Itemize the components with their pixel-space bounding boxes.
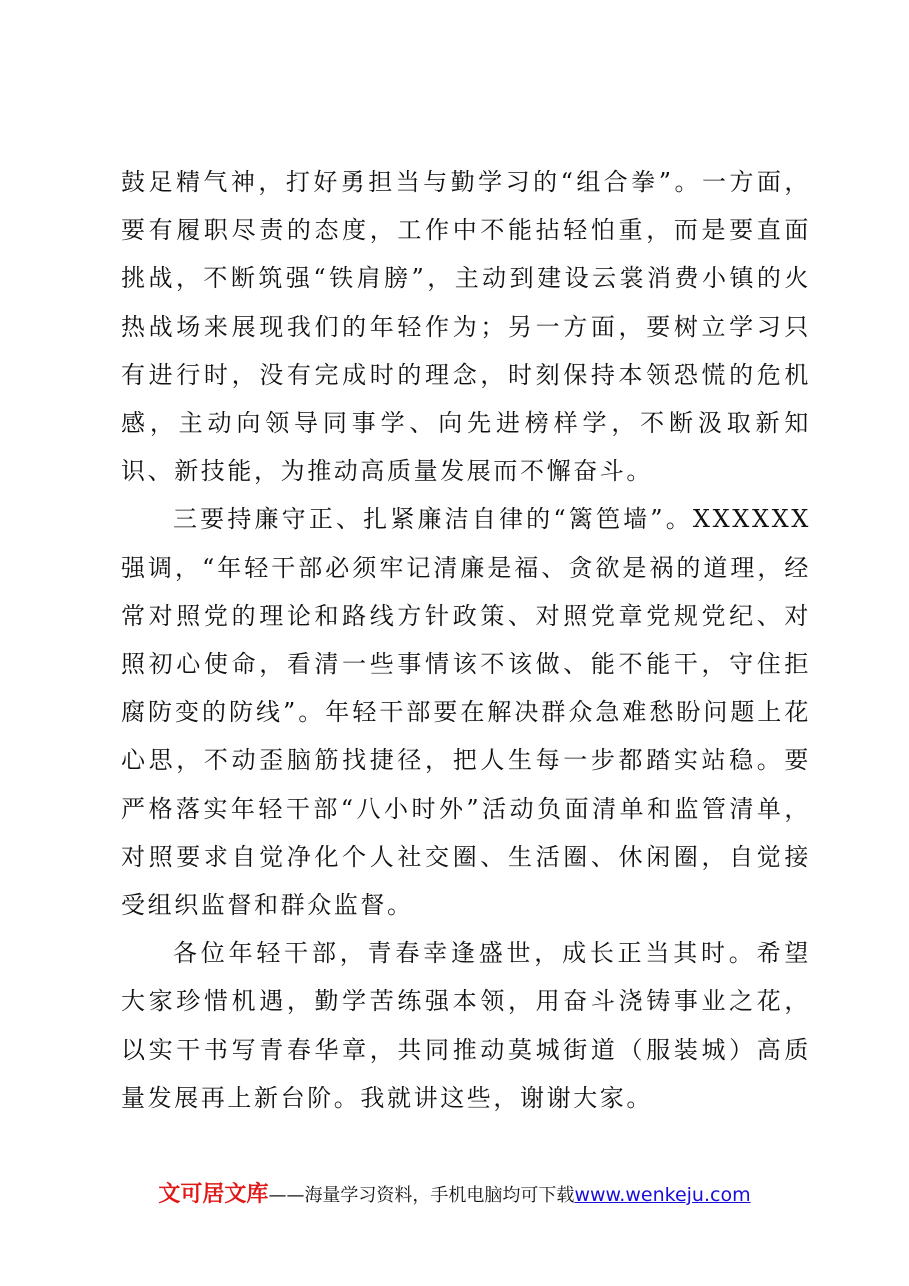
- paragraph-1: 鼓足精气神，打好勇担当与勤学习的“组合拳”。一方面，要有履职尽责的态度，工作中不能拈轻怕重，而是要直面挑战，不断筑强“铁肩膀”，主动到建设云裳消费小镇的火热战场来展现我们的年轻作为；另一方面，要树立学习只有进行时，没有完成时的理念，时刻保持本领恐慌的危机感，主动向领导同事学、向先进榜样学，不断汲取新知识、新技能，为推动高质量发展而不懈奋斗。: [121, 168, 811, 486]
- footer-dash: ——: [268, 1185, 305, 1206]
- paragraph-3: 各位年轻干部，青春幸逢盛世，成长正当其时。希望大家珍惜机遇，勤学苦练强本领，用奋斗浇铸事业之花，以实干书写青春华章，共同推动莫城街道（服装城）高质量发展再上新台阶。我就讲这些，谢谢大家。: [121, 939, 811, 1112]
- document-body: [121, 158, 811, 1122]
- paragraph-2: 三要持廉守正、扎紧廉洁自律的“篱笆墙”。XXXXXX强调，“年轻干部必须牢记清廉是福、贪欲是祸的道理，经常对照党的理论和路线方针政策、对照党章党规党纪、对照初心使命，看清一些事情该不该做、能不能干，守住拒腐防变的防线”。年轻干部要在解决群众急难愁盼问题上花心思，不动歪脑筋找捷径，把人生每一步都踏实站稳。要严格落实年轻干部“八小时外”活动负面清单和监管清单，对照要求自觉净化个人社交圈、生活圈、休闲圈，自觉接受组织监督和群众监督。: [121, 505, 811, 920]
- footer-banner: [0, 1180, 909, 1211]
- footer-website-link[interactable]: www.wenkeju.com: [574, 1184, 751, 1206]
- footer-brand: 文可居文库: [158, 1182, 269, 1207]
- footer-slogan: 海量学习资料，手机电脑均可下载: [304, 1185, 575, 1206]
